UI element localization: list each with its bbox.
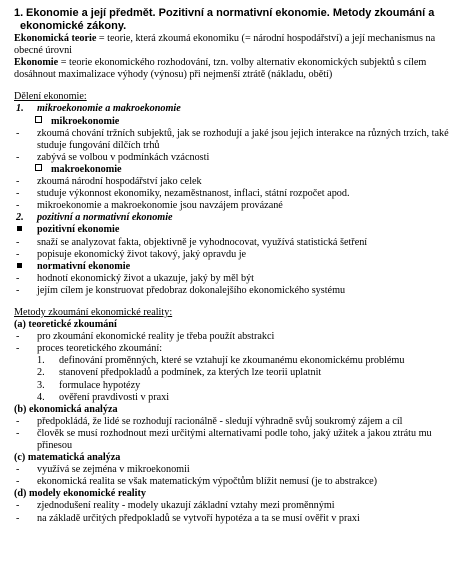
- square-filled-bullet-icon: [14, 261, 37, 273]
- def1-term: Ekonomická teorie: [14, 33, 97, 44]
- methods-heading: Metody zkoumání ekonomické reality:: [14, 306, 173, 318]
- dash-icon: [14, 416, 37, 428]
- dash-icon: [14, 500, 37, 512]
- dash-icon: [14, 428, 37, 452]
- def2-text: = teorie ekonomického rozhodování, tzn. volby alternativ ekonomických subjektů s cílem dosáhnout maximalizace výhody (výnosu) při nejmenší ztrátě (nákladu, obětí): [14, 57, 427, 81]
- normative-heading: [14, 261, 458, 273]
- positive-heading: [14, 224, 458, 236]
- micro-title: mikroekonomie: [51, 115, 120, 127]
- division-heading: Dělení ekonomie:: [14, 91, 87, 103]
- micro-heading: [14, 116, 458, 128]
- dash-icon: [14, 249, 37, 261]
- macro-heading: [14, 164, 458, 176]
- def1-text: = teorie, která zkoumá ekonomiku (= národní hospodářství) a její mechanismus na obecné úrovni: [14, 33, 436, 57]
- dash-icon: [14, 476, 37, 488]
- dash-icon: [14, 285, 37, 297]
- section-1-number: 1.: [16, 103, 24, 115]
- list-item: - ekonomická realita se však matematickým výpočtům blížit nemusí (je to abstrakce): [14, 476, 458, 488]
- list-item: - na základě určitých předpokladů se vytvoří hypotéza a ta se musí ověřit v praxi: [14, 513, 458, 525]
- definition-economic-theory: [14, 33, 458, 57]
- positive-title: pozitivní ekonomie: [37, 224, 120, 236]
- document-title: [14, 7, 458, 33]
- dash-icon: [14, 331, 37, 343]
- title-number: 1.: [14, 7, 24, 19]
- square-filled-bullet-icon: [14, 224, 37, 236]
- square-bullet-icon: [35, 116, 51, 128]
- title-text: Ekonomie a její předmět. Pozitivní a normativní ekonomie. Metody zkoumání a ekonomické zákony.: [20, 7, 435, 32]
- list-item: - zjednodušení reality - modely ukazují základní vztahy mezi proměnnými: [14, 500, 458, 512]
- macro-title: makroekonomie: [51, 163, 122, 175]
- section-2-heading: [14, 212, 458, 224]
- list-item: - mikroekonomie a makroekonomie jsou navzájem provázané: [14, 200, 458, 212]
- method-c-label: (c) matematická analýza: [14, 452, 121, 464]
- dash-icon: [14, 273, 37, 285]
- dash-icon: [14, 464, 37, 476]
- method-b-label: (b) ekonomická analýza: [14, 403, 118, 415]
- list-item: - jejím cílem je konstruovat předobraz dokonalejšího ekonomického systému: [14, 285, 458, 297]
- normative-title: normativní ekonomie: [37, 260, 131, 272]
- numbered-step: 1. definování proměnných, které se vztahují ke zkoumanému ekonomickému problému: [37, 355, 405, 367]
- list-item: - snaží se analyzovat fakta, objektivně je vyhodnocovat, využívá statistická šetření: [14, 237, 458, 249]
- list-item: - hodnotí ekonomický život a ukazuje, jaký by měl být: [14, 273, 458, 285]
- list-item: - člověk se musí rozhodnout mezi určitými alternativami podle toho, jaký užitek a jakou ztrátu mu přinesou: [14, 428, 458, 452]
- list-item: - využívá se zejména v mikroekonomii: [14, 464, 458, 476]
- list-item: - zkoumá národní hospodářství jako celek: [14, 176, 458, 188]
- list-item: - proces teoretického zkoumání:: [14, 343, 458, 355]
- list-item: - pro zkoumání ekonomické reality je třeba použít abstrakci: [14, 331, 458, 343]
- numbered-step: 3. formulace hypotézy: [37, 379, 141, 391]
- def2-term: Ekonomie: [14, 57, 59, 69]
- method-d-label: (d) modely ekonomické reality: [14, 488, 146, 500]
- square-bullet-icon: [35, 164, 51, 176]
- dash-icon: [14, 188, 37, 200]
- numbered-step: 4. ověření pravdivosti v praxi: [37, 391, 170, 403]
- section-1-title: mikroekonomie a makroekonomie: [37, 103, 181, 115]
- list-item: - zabývá se volbou v podmínkách vzácnosti: [14, 152, 458, 164]
- section-1-heading: [14, 103, 458, 115]
- dash-icon: [14, 237, 37, 249]
- dash-icon: [14, 152, 37, 164]
- section-2-title: pozitivní a normativní ekonomie: [37, 212, 173, 224]
- definition-economics: [14, 57, 458, 81]
- dash-icon: [14, 128, 37, 152]
- numbered-step: 2. stanovení předpokladů a podmínek, za kterých lze teorii uplatnit: [37, 367, 322, 379]
- dash-icon: [14, 200, 37, 212]
- list-item: - zkoumá chování tržních subjektů, jak se rozhodují a jaké jsou jejich interakce na různých trzích, také studuje fungování dílčích trhů: [14, 128, 458, 152]
- list-item: - předpokládá, že lidé se rozhodují racionálně - sledují výhradně svůj soukromý zájem a cíl: [14, 416, 458, 428]
- method-a-label: (a) teoretické zkoumání: [14, 319, 117, 331]
- section-2-number: 2.: [16, 212, 24, 224]
- dash-icon: [14, 513, 37, 525]
- dash-icon: [14, 343, 37, 355]
- list-item: - studuje výkonnost ekonomiky, nezaměstnanost, inflaci, státní rozpočet apod.: [14, 188, 458, 200]
- dash-icon: [14, 176, 37, 188]
- list-item: - popisuje ekonomický život takový, jaký opravdu je: [14, 249, 458, 261]
